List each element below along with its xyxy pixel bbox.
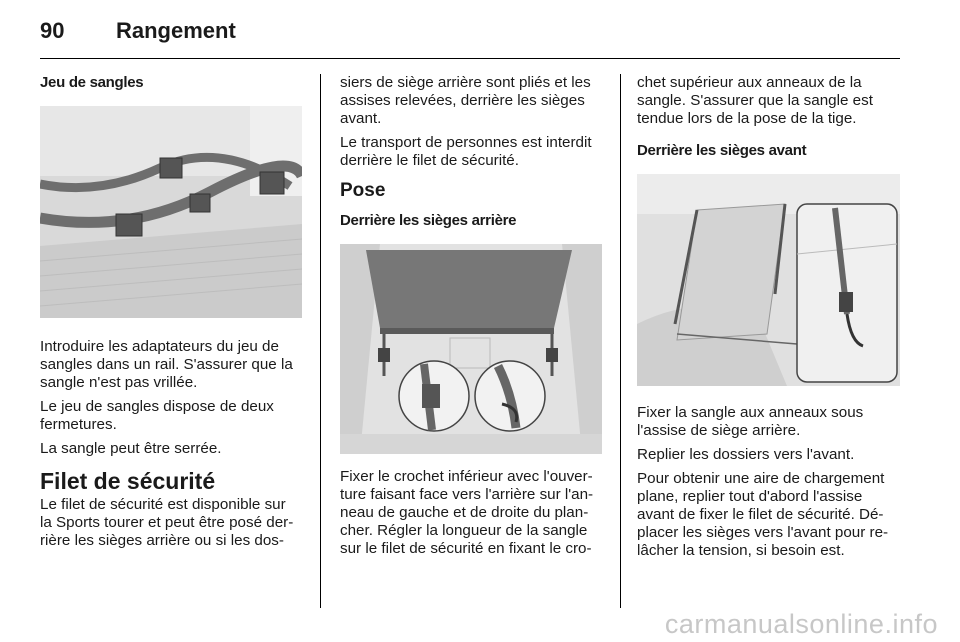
rear-install-instruction: Fixer le crochet inférieur avec l'ouver- ture faisant face vers l'arrière sur l'an- neau de gauche et de droite du plan- cher. Régler la longueur de la sangle sur le filet de sécurité en fixant le cro-	[340, 468, 594, 557]
front-install-instruction-1: Fixer la sangle aux anneaux sous l'assise de siège arrière.	[637, 404, 864, 439]
strap-instruction-2: Le jeu de sangles dispose de deux fermetures.	[40, 398, 274, 433]
behind-front-seats-heading: Derrière les sièges avant	[637, 142, 807, 159]
safety-net-intro-cont: siers de siège arrière sont pliés et les assises relevées, derrière les sièges avant.	[340, 74, 591, 127]
safety-net-heading: Filet de sécurité	[40, 468, 216, 494]
front-install-instruction-2: Replier les dossiers vers l'avant.	[637, 446, 855, 463]
column-3	[637, 74, 903, 566]
front-seat-net-figure	[637, 174, 900, 386]
strap-instruction-3: La sangle peut être serrée.	[40, 440, 222, 457]
passenger-warning: Le transport de personnes est interdit derrière le filet de sécurité.	[340, 134, 592, 169]
safety-net-intro: Le filet de sécurité est disponible sur la Sports tourer et peut être posé der- rière les sièges arrière ou si les dos-	[40, 496, 294, 549]
column-divider-2	[620, 74, 621, 608]
column-2	[340, 74, 608, 564]
rear-seat-net-figure	[340, 244, 602, 454]
front-install-instruction-3: Pour obtenir une aire de chargement plane, replier tout d'abord l'assise avant de fixer le filet de sécurité. Dé- placer les sièges vers l'avant pour re- lâcher la tension, si besoin est.	[637, 470, 889, 559]
column-1	[40, 74, 308, 556]
behind-rear-seats-heading: Derrière les sièges arrière	[340, 212, 517, 229]
strap-set-figure	[40, 106, 302, 318]
page-title: Rangement	[116, 18, 236, 43]
strap-instruction-1: Introduire les adaptateurs du jeu de sangles dans un rail. S'assurer que la sangle n'est pas vrillée.	[40, 338, 293, 391]
rear-install-instruction-cont: chet supérieur aux anneaux de la sangle. S'assurer que la sangle est tendue lors de la pose de la tige.	[637, 74, 873, 127]
page-number: 90	[40, 18, 65, 43]
install-heading: Pose	[340, 180, 386, 201]
watermark: carmanualsonline.info	[664, 609, 938, 639]
header-rule	[40, 58, 900, 59]
column-divider-1	[320, 74, 321, 608]
strap-set-heading: Jeu de sangles	[40, 74, 144, 91]
